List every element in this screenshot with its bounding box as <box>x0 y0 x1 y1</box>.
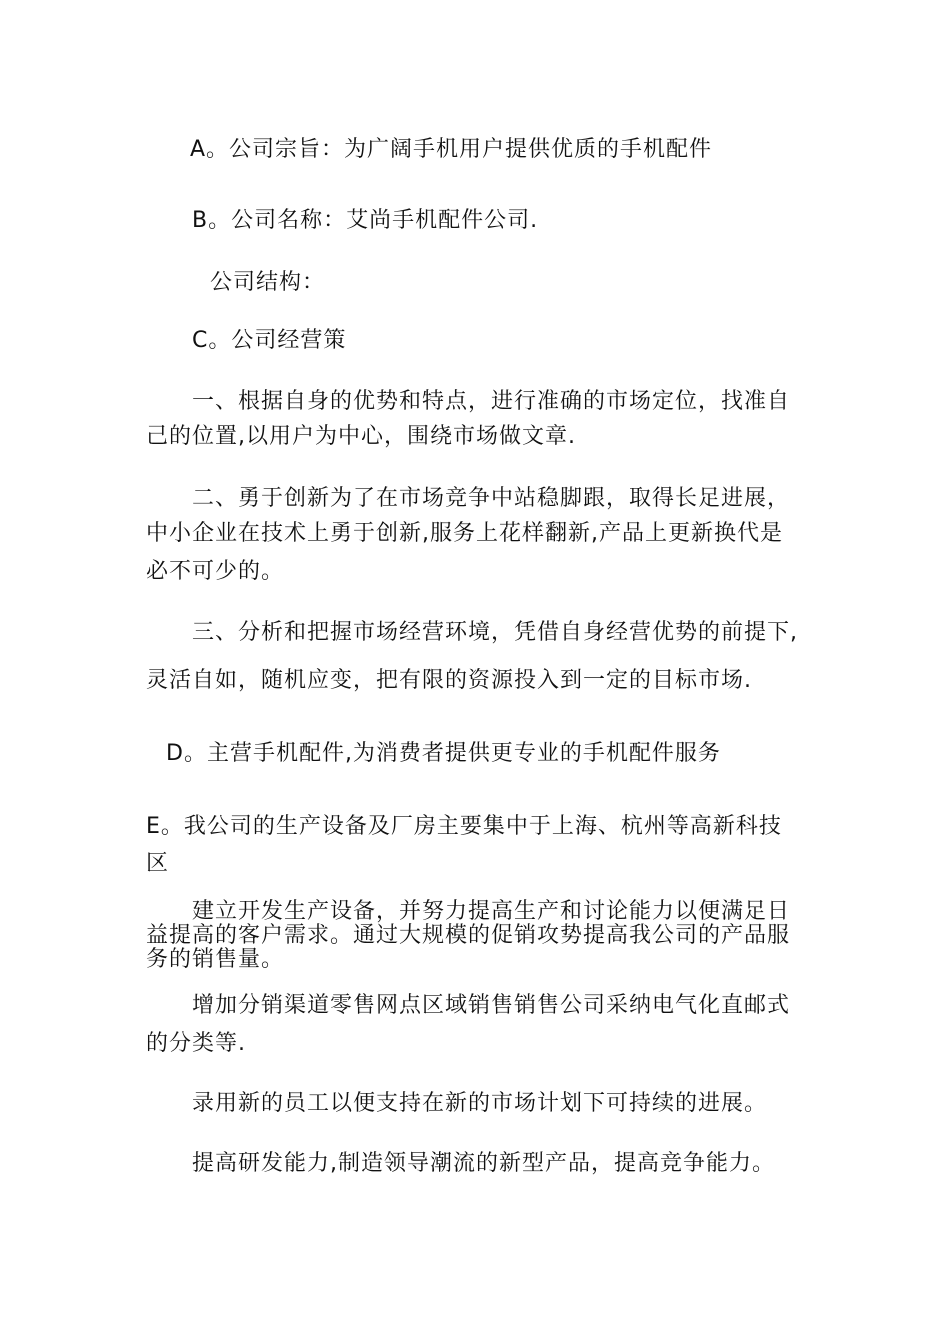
company-structure-heading: 公司结构： <box>210 270 326 295</box>
strategy-item-1-line-1: 一、根据自身的优势和特点，进行准确的市场定位，找准自 <box>192 389 791 414</box>
strategy-item-3-line-1: 三、分析和把握市场经营环境，凭借自身经营优势的前提下, <box>192 620 798 645</box>
channels-paragraph-line-2: 的分类等. <box>146 1031 246 1056</box>
strategy-item-2-line-2: 中小企业在技术上勇于创新,服务上花样翻新,产品上更新换代是 <box>146 521 783 546</box>
rnd-paragraph-line: 提高研发能力,制造领导潮流的新型产品，提高竞争能力。 <box>192 1151 775 1176</box>
build-paragraph-line-2: 益提高的客户需求。通过大规模的促销攻势提高我公司的产品服 <box>146 923 791 948</box>
facilities-line-1: E。我公司的生产设备及厂房主要集中于上海、杭州等高新科技 <box>146 814 782 839</box>
strategy-item-3-line-2: 灵活自如，随机应变，把有限的资源投入到一定的目标市场. <box>146 668 752 693</box>
company-name-line: B。公司名称：艾尚手机配件公司. <box>192 208 539 233</box>
build-paragraph-line-3: 务的销售量。 <box>146 947 285 972</box>
strategy-item-2-line-1: 二、勇于创新为了在市场竞争中站稳脚跟，取得长足进展， <box>192 486 791 511</box>
strategy-item-2-line-3: 必不可少的。 <box>146 559 285 584</box>
channels-paragraph-line-1: 增加分销渠道零售网点区域销售销售公司采纳电气化直邮式 <box>192 993 791 1018</box>
hiring-paragraph-line: 录用新的员工以便支持在新的市场计划下可持续的进展。 <box>192 1091 768 1116</box>
company-purpose-line: A。公司宗旨：为广阔手机用户提供优质的手机配件 <box>190 137 713 162</box>
facilities-line-2: 区 <box>146 851 170 876</box>
main-business-line: D。主营手机配件,为消费者提供更专业的手机配件服务 <box>166 741 721 766</box>
company-strategy-heading: C。公司经营策 <box>192 328 347 353</box>
build-paragraph-line-1: 建立开发生产设备，并努力提高生产和讨论能力以便满足日 <box>192 899 791 924</box>
strategy-item-1-line-2: 己的位置,以用户为中心，围绕市场做文章. <box>146 424 576 449</box>
